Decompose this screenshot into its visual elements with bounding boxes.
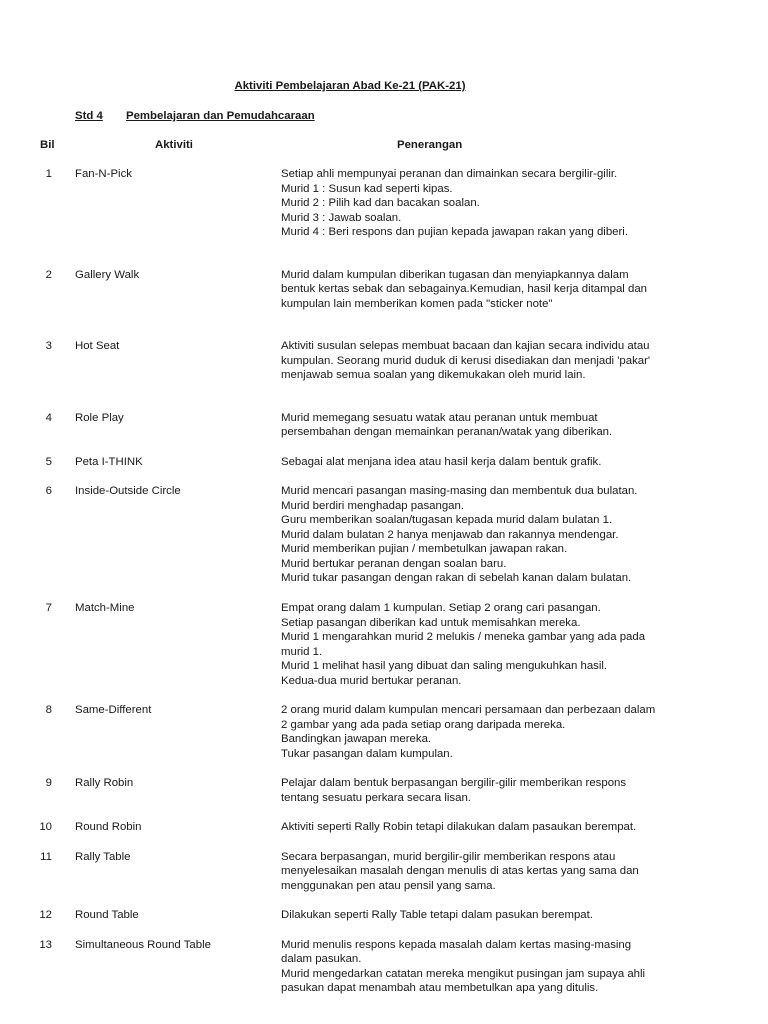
activity-number: 11 [40, 850, 52, 863]
activity-description [281, 938, 701, 996]
column-header-aktiviti: Aktiviti [155, 139, 193, 151]
description-line: Aktiviti seperti Rally Robin tetapi dilakukan dalam pasaukan berempat. [281, 821, 637, 833]
description-line: Murid bertukar peranan dengan soalan baru. [281, 557, 507, 570]
description-line: persembahan dengan memainkan peranan/watak yang diberikan. [281, 426, 613, 438]
description-line: Murid mencari pasangan masing-masing dan membentuk dua bulatan. [281, 485, 638, 497]
description-line: Guru memberikan soalan/tugasan kepada murid dalam bulatan 1. [281, 514, 613, 526]
activity-row [0, 455, 768, 470]
description-line: tentang sesuatu perkara secara lisan. [281, 791, 471, 804]
activity-row [0, 850, 768, 892]
activity-name: Round Robin [75, 821, 142, 833]
description-line: Secara berpasangan, murid bergilir-gilir memberikan respons atau [281, 850, 616, 863]
activity-name: Inside-Outside Circle [75, 485, 181, 497]
activity-description [281, 339, 701, 383]
description-line: Setiap pasangan diberikan kad untuk memisahkan mereka. [281, 616, 581, 629]
description-line: Murid berdiri menghadap pasangan. [281, 499, 465, 512]
activity-name: Gallery Walk [75, 268, 140, 281]
description-line: Murid dalam bulatan 2 hanya menjawab dan rakannya mendengar. [281, 528, 619, 541]
std-label: Std 4 [75, 110, 103, 122]
description-line: Murid 1 : Susun kad seperti kipas. [281, 182, 453, 195]
description-line: Aktiviti susulan selepas membuat bacaan dan kajian secara individu atau [281, 340, 650, 352]
activity-number: 12 [39, 909, 52, 921]
activity-description [281, 268, 701, 312]
description-line: Empat orang dalam 1 kumpulan. Setiap 2 orang cari pasangan. [281, 602, 601, 614]
activity-number: 10 [39, 821, 52, 833]
description-line: Setiap ahli mempunyai peranan dan dimainkan secara bergilir-gilir. [281, 168, 618, 180]
document-title [0, 80, 700, 92]
activity-row [0, 411, 768, 438]
activity-name: Peta I-THINK [75, 455, 143, 468]
activity-number: 5 [45, 455, 52, 468]
activity-number: 3 [45, 340, 52, 352]
activity-row [0, 484, 768, 584]
activity-description [281, 484, 701, 586]
description-line: Sebagai alat menjana idea atau hasil kerja dalam bentuk grafik. [281, 455, 602, 468]
description-line: menjawab semua soalan yang dikemukakan oleh murid lain. [281, 369, 586, 381]
description-line: Murid tukar pasangan dengan rakan di sebelah kanan dalam bulatan. [281, 572, 632, 584]
description-line: 2 orang murid dalam kumpulan mencari persamaan dan perbezaan dalam [281, 704, 656, 716]
activity-description [281, 703, 701, 761]
description-line: dalam pasukan. [281, 953, 362, 965]
activity-row [0, 703, 768, 760]
description-line: Murid 2 : Pilih kad dan bacakan soalan. [281, 197, 480, 209]
activity-number: 9 [45, 777, 52, 789]
description-line: 2 gambar yang ada pada setiap orang daripada mereka. [281, 718, 566, 731]
topic-label: Pembelajaran dan Pemudahcaraan [126, 110, 315, 122]
activity-row [0, 601, 768, 687]
activity-name: Role Play [75, 411, 124, 424]
activity-name: Same-Different [75, 704, 152, 716]
description-line: Murid 1 melihat hasil yang dibuat dan saling mengukuhkan hasil. [281, 660, 608, 672]
activity-number: 7 [45, 602, 52, 614]
activity-number: 1 [45, 168, 52, 180]
description-line: Dilakukan seperti Rally Table tetapi dalam pasukan berempat. [281, 909, 593, 921]
description-line: Kedua-dua murid bertukar peranan. [281, 674, 462, 687]
description-line: Murid memberikan pujian / membetulkan jawapan rakan. [281, 543, 568, 555]
description-line: Murid mengedarkan catatan mereka mengikut pusingan jam supaya ahli [281, 967, 646, 980]
activity-description [281, 850, 701, 894]
description-line: menyelesaikan masalah dengan menulis di atas kertas yang sama dan [281, 865, 639, 877]
activity-description [281, 601, 701, 688]
activity-description [281, 776, 701, 805]
description-line: Murid dalam kumpulan diberikan tugasan dan menyiapkannya dalam [281, 268, 629, 281]
activity-description [281, 455, 701, 470]
activity-name: Match-Mine [75, 602, 135, 614]
activity-description [281, 411, 701, 440]
activity-description [281, 167, 701, 240]
activity-name: Hot Seat [75, 340, 120, 352]
activity-number: 6 [45, 485, 52, 497]
description-line: bentuk kertas sebak dan sebagainya.Kemudian, hasil kerja ditampal dan [281, 283, 647, 295]
activity-row [0, 268, 768, 310]
activity-row [0, 167, 768, 238]
document-title-text: Aktiviti Pembelajaran Abad Ke-21 (PAK-21) [234, 80, 466, 92]
activity-number: 13 [39, 938, 52, 951]
description-line: Murid 4 : Beri respons dan pujian kepada jawapan rakan yang diberi. [281, 226, 628, 238]
description-line: murid 1. [281, 645, 323, 658]
activity-number: 4 [45, 411, 52, 424]
activity-row [0, 776, 768, 804]
activity-name: Fan-N-Pick [75, 168, 132, 180]
activity-row [0, 938, 768, 994]
description-line: pasukan dapat menambah atau membetulkan apa yang ditulis. [281, 982, 599, 994]
description-line: Tukar pasangan dalam kumpulan. [281, 747, 453, 760]
description-line: menggunakan pen atau pensil yang sama. [281, 879, 496, 892]
activity-row [0, 339, 768, 381]
column-header-penerangan: Penerangan [397, 139, 463, 151]
description-line: Murid 3 : Jawab soalan. [281, 211, 402, 224]
activity-description [281, 820, 701, 835]
description-line: Murid 1 mengarahkan murid 2 melukis / meneka gambar yang ada pada [281, 631, 646, 643]
description-line: Bandingkan jawapan mereka. [281, 733, 432, 745]
activity-name: Rally Table [75, 850, 131, 863]
activity-name: Round Table [75, 909, 139, 921]
description-line: Murid menulis respons kepada masalah dalam kertas masing-masing [281, 938, 632, 951]
activity-row [0, 908, 768, 923]
activity-description [281, 908, 701, 923]
description-line: Pelajar dalam bentuk berpasangan bergilir-gilir memberikan respons [281, 777, 627, 789]
activity-name: Simultaneous Round Table [75, 938, 211, 951]
activity-name: Rally Robin [75, 777, 134, 789]
activity-row [0, 820, 768, 835]
column-header-bil: Bil [40, 139, 55, 151]
description-line: Murid memegang sesuatu watak atau peranan untuk membuat [281, 411, 598, 424]
description-line: kumpulan. Seorang murid duduk di kerusi disediakan dan menjadi 'pakar' [281, 354, 651, 367]
activity-number: 8 [45, 704, 52, 716]
description-line: kumpulan lain memberikan komen pada "sticker note" [281, 297, 553, 310]
activity-number: 2 [45, 268, 52, 281]
